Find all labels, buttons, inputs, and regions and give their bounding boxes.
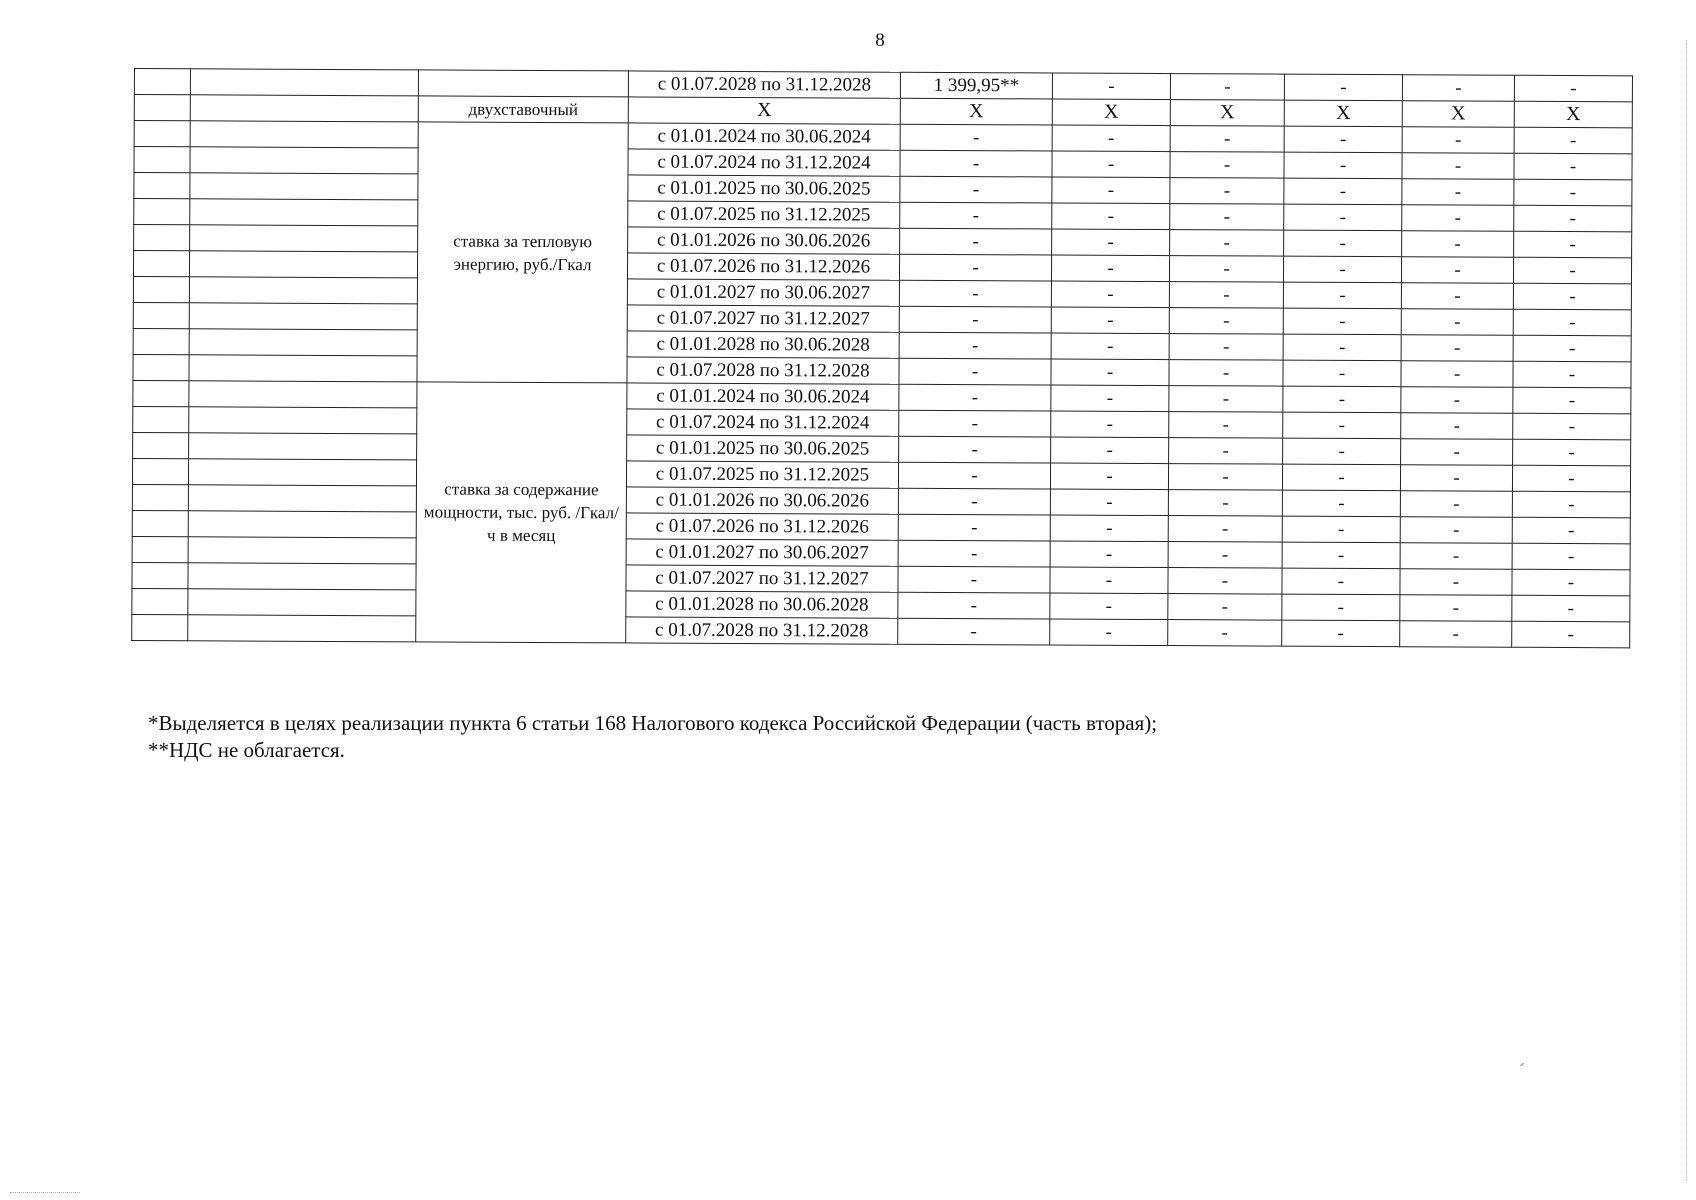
value-cell: -	[1514, 179, 1632, 206]
value-cell: -	[1283, 308, 1401, 335]
table-body	[132, 69, 1633, 648]
value-cell: -	[1169, 386, 1283, 413]
row-number-cell	[132, 484, 188, 510]
footnote-vat-exempt: **НДС не облагается.	[148, 738, 345, 762]
value-cell: -	[1284, 204, 1402, 231]
row-number-cell	[133, 406, 189, 432]
value-cell: -	[1170, 204, 1284, 231]
scan-bottom-mark	[10, 1192, 80, 1193]
value-cell: -	[1401, 283, 1513, 310]
value-cell: -	[1401, 335, 1513, 362]
value-cell: -	[1514, 231, 1632, 258]
organization-cell	[188, 511, 416, 538]
value-cell: -	[1401, 361, 1513, 388]
value-cell: -	[1513, 387, 1631, 414]
value-cell: -	[1168, 594, 1282, 621]
value-cell: -	[898, 540, 1050, 567]
value-cell: -	[1170, 178, 1284, 205]
value-cell: -	[898, 462, 1050, 489]
row-number-cell	[132, 588, 188, 614]
value-cell: -	[1170, 152, 1284, 179]
value-cell: -	[900, 176, 1052, 203]
value-cell: -	[1400, 465, 1512, 492]
value-cell: -	[899, 384, 1051, 411]
value-cell: -	[1402, 75, 1514, 102]
value-cell: -	[1283, 386, 1401, 413]
organization-cell	[189, 329, 417, 356]
value-cell: -	[1513, 361, 1631, 388]
value-cell: -	[1050, 619, 1168, 646]
value-cell: 1 399,95**	[900, 72, 1052, 99]
period-cell: с 01.07.2024 по 31.12.2024	[627, 409, 899, 436]
value-cell: -	[1514, 127, 1632, 154]
value-cell: -	[1284, 152, 1402, 179]
value-cell: -	[1512, 595, 1630, 622]
period-cell: с 01.07.2028 по 31.12.2028	[628, 71, 900, 98]
value-cell: -	[1282, 594, 1400, 621]
value-cell: -	[1284, 178, 1402, 205]
value-cell: -	[1283, 282, 1401, 309]
value-cell: -	[1168, 542, 1282, 569]
row-number-cell	[132, 614, 188, 640]
value-cell: -	[900, 228, 1052, 255]
period-cell: с 01.07.2026 по 31.12.2026	[626, 513, 898, 540]
organization-cell	[188, 537, 416, 564]
value-cell: -	[1283, 412, 1401, 439]
period-cell: с 01.01.2024 по 30.06.2024	[628, 123, 900, 150]
value-cell: -	[1401, 387, 1513, 414]
value-cell: -	[1402, 231, 1514, 258]
value-cell: -	[1512, 491, 1630, 518]
value-cell: -	[1282, 620, 1400, 647]
organization-cell	[189, 303, 417, 330]
value-cell: -	[898, 592, 1050, 619]
organization-cell	[189, 407, 417, 434]
value-cell: -	[1282, 542, 1400, 569]
period-cell: с 01.07.2028 по 31.12.2028	[626, 617, 898, 644]
scan-stray-mark	[1520, 1063, 1524, 1066]
value-cell: -	[1402, 205, 1514, 232]
value-cell: -	[899, 306, 1051, 333]
value-cell: -	[900, 124, 1052, 151]
value-cell: -	[1401, 309, 1513, 336]
value-cell: -	[1169, 256, 1283, 283]
value-cell: -	[1401, 413, 1513, 440]
organization-cell	[188, 589, 416, 616]
row-number-cell	[133, 354, 189, 380]
value-cell: -	[1168, 620, 1282, 647]
value-cell: -	[1514, 153, 1632, 180]
row-number-cell	[133, 432, 189, 458]
value-cell: -	[1512, 543, 1630, 570]
period-cell: с 01.01.2027 по 30.06.2027	[627, 279, 899, 306]
value-cell: -	[1512, 621, 1630, 648]
value-cell: Х	[1170, 100, 1284, 127]
row-number-cell	[133, 276, 189, 302]
value-cell: -	[1402, 127, 1514, 154]
value-cell: -	[1050, 541, 1168, 568]
organization-cell	[188, 459, 416, 486]
period-cell: с 01.01.2026 по 30.06.2026	[628, 227, 900, 254]
organization-cell	[190, 199, 418, 226]
period-cell: Х	[628, 97, 900, 124]
value-cell: -	[1169, 282, 1283, 309]
value-cell: -	[1050, 593, 1168, 620]
row-number-cell	[132, 536, 188, 562]
value-cell: -	[1169, 438, 1283, 465]
value-cell: -	[1170, 74, 1284, 101]
organization-cell	[190, 95, 418, 122]
value-cell: -	[899, 358, 1051, 385]
value-cell: -	[1402, 179, 1514, 206]
scan-edge-mark	[1686, 40, 1687, 1180]
row-number-cell	[132, 458, 188, 484]
period-cell: с 01.01.2028 по 30.06.2028	[626, 591, 898, 618]
row-number-cell	[133, 328, 189, 354]
value-cell: -	[1283, 438, 1401, 465]
organization-cell	[189, 277, 417, 304]
row-number-cell	[134, 95, 190, 121]
value-cell: -	[1401, 439, 1513, 466]
period-cell: с 01.07.2026 по 31.12.2026	[627, 253, 899, 280]
row-number-cell	[133, 380, 189, 406]
organization-cell	[188, 563, 416, 590]
row-number-cell	[134, 69, 190, 95]
value-cell: -	[1051, 385, 1169, 412]
value-cell: -	[1512, 517, 1630, 544]
value-cell: Х	[1284, 100, 1402, 127]
value-cell: -	[1170, 230, 1284, 257]
period-cell: с 01.01.2025 по 30.06.2025	[627, 435, 899, 462]
footnote-vat-allocation: *Выделяется в целях реализации пункта 6 статьи 168 Налогового кодекса Российской Федерации (часть вторая);	[148, 711, 1158, 735]
value-cell: -	[1050, 489, 1168, 516]
value-cell: -	[1168, 464, 1282, 491]
value-cell: -	[1514, 75, 1632, 102]
period-cell: с 01.01.2025 по 30.06.2025	[628, 175, 900, 202]
row-number-cell	[134, 173, 190, 199]
value-cell: -	[1168, 516, 1282, 543]
value-cell: -	[1051, 307, 1169, 334]
value-cell: -	[1513, 335, 1631, 362]
value-cell: -	[899, 410, 1051, 437]
period-cell: с 01.07.2027 по 31.12.2027	[627, 305, 899, 332]
value-cell: -	[1402, 153, 1514, 180]
value-cell: Х	[1052, 99, 1170, 126]
value-cell: -	[1052, 125, 1170, 152]
value-cell: -	[1169, 360, 1283, 387]
organization-cell	[189, 433, 417, 460]
value-cell: -	[1052, 73, 1170, 100]
row-number-cell	[132, 510, 188, 536]
period-cell: с 01.01.2028 по 30.06.2028	[627, 331, 899, 358]
value-cell: -	[1052, 177, 1170, 204]
row-number-cell	[134, 225, 190, 251]
rate-group-label: ставка за тепловую энергию, руб./Гкал	[417, 122, 628, 383]
organization-cell	[190, 121, 418, 148]
value-cell: -	[1282, 516, 1400, 543]
value-cell: -	[1169, 308, 1283, 335]
tariff-type-cell	[418, 70, 628, 97]
value-cell: -	[1282, 568, 1400, 595]
value-cell: -	[1284, 74, 1402, 101]
value-cell: -	[1168, 490, 1282, 517]
value-cell: -	[1512, 465, 1630, 492]
footnotes	[148, 710, 1157, 764]
value-cell: -	[1400, 491, 1512, 518]
organization-cell	[190, 225, 418, 252]
period-cell: с 01.07.2028 по 31.12.2028	[627, 357, 899, 384]
value-cell: Х	[1514, 101, 1632, 128]
value-cell: -	[899, 332, 1051, 359]
value-cell: -	[1513, 439, 1631, 466]
organization-cell	[189, 251, 417, 278]
row-number-cell	[133, 251, 189, 277]
value-cell: -	[900, 150, 1052, 177]
value-cell: -	[900, 202, 1052, 229]
value-cell: -	[1283, 360, 1401, 387]
value-cell: -	[1050, 567, 1168, 594]
value-cell: -	[899, 254, 1051, 281]
value-cell: -	[1401, 257, 1513, 284]
rate-group-label: ставка за содержание мощности, тыс. руб. /Гкал/ч в месяц	[416, 382, 627, 643]
value-cell: -	[1051, 333, 1169, 360]
value-cell: -	[1514, 205, 1632, 232]
period-cell: с 01.01.2027 по 30.06.2027	[626, 539, 898, 566]
period-cell: с 01.07.2025 по 31.12.2025	[626, 461, 898, 488]
value-cell: -	[1051, 411, 1169, 438]
value-cell: -	[898, 618, 1050, 645]
tariff-type-cell: двухставочный	[418, 96, 628, 123]
organization-cell	[188, 615, 416, 642]
value-cell: -	[1169, 334, 1283, 361]
value-cell: -	[1400, 569, 1512, 596]
organization-cell	[189, 355, 417, 382]
value-cell: -	[1052, 151, 1170, 178]
value-cell: -	[1400, 595, 1512, 622]
value-cell: -	[1170, 126, 1284, 153]
value-cell: -	[1282, 464, 1400, 491]
value-cell: -	[1513, 309, 1631, 336]
value-cell: -	[1513, 257, 1631, 284]
row-number-cell	[134, 147, 190, 173]
value-cell: -	[1283, 256, 1401, 283]
value-cell: -	[1512, 569, 1630, 596]
value-cell: -	[1051, 437, 1169, 464]
value-cell: -	[1050, 515, 1168, 542]
value-cell: -	[1051, 255, 1169, 282]
row-number-cell	[133, 302, 189, 328]
value-cell: -	[899, 280, 1051, 307]
value-cell: -	[898, 488, 1050, 515]
value-cell: -	[899, 436, 1051, 463]
value-cell: Х	[900, 98, 1052, 125]
value-cell: -	[898, 514, 1050, 541]
organization-cell	[190, 147, 418, 174]
value-cell: -	[1283, 334, 1401, 361]
row-number-cell	[132, 562, 188, 588]
value-cell: -	[1513, 413, 1631, 440]
organization-cell	[189, 381, 417, 408]
organization-cell	[190, 173, 418, 200]
value-cell: Х	[1402, 101, 1514, 128]
organization-cell	[188, 485, 416, 512]
organization-cell	[190, 69, 418, 96]
row-number-cell	[134, 121, 190, 147]
value-cell: -	[1051, 359, 1169, 386]
tariff-table	[131, 68, 1633, 648]
value-cell: -	[898, 566, 1050, 593]
value-cell: -	[1051, 281, 1169, 308]
value-cell: -	[1052, 229, 1170, 256]
period-cell: с 01.01.2024 по 30.06.2024	[627, 383, 899, 410]
period-cell: с 01.07.2027 по 31.12.2027	[626, 565, 898, 592]
period-cell: с 01.07.2025 по 31.12.2025	[628, 201, 900, 228]
page-number: 8	[875, 30, 885, 51]
value-cell: -	[1050, 463, 1168, 490]
value-cell: -	[1282, 490, 1400, 517]
value-cell: -	[1400, 517, 1512, 544]
value-cell: -	[1400, 621, 1512, 648]
value-cell: -	[1513, 283, 1631, 310]
period-cell: с 01.07.2024 по 31.12.2024	[628, 149, 900, 176]
period-cell: с 01.01.2026 по 30.06.2026	[626, 487, 898, 514]
value-cell: -	[1284, 126, 1402, 153]
value-cell: -	[1400, 543, 1512, 570]
value-cell: -	[1052, 203, 1170, 230]
value-cell: -	[1168, 568, 1282, 595]
value-cell: -	[1284, 230, 1402, 257]
value-cell: -	[1169, 412, 1283, 439]
row-number-cell	[134, 199, 190, 225]
